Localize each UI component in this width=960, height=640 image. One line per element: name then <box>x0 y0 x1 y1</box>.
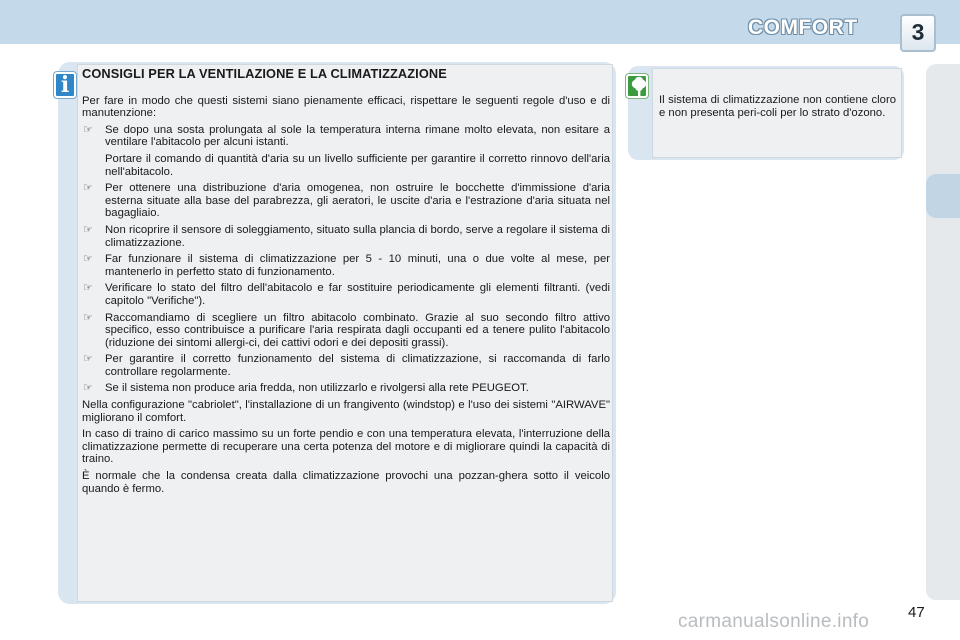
advice-content <box>82 68 610 499</box>
section-heading: CONSIGLI PER LA VENTILAZIONE E LA CLIMATIZZAZIONE <box>82 66 447 81</box>
pointing-hand-icon: ☞ <box>83 223 93 236</box>
chapter-number: 3 <box>911 19 925 45</box>
pointing-hand-icon: ☞ <box>83 123 93 136</box>
list-item <box>82 253 610 278</box>
list-item <box>82 353 610 378</box>
list-item <box>82 382 610 395</box>
list-item-text: Se il sistema non produce aria fredda, non utilizzarlo e rivolgersi alla rete PEUGEOT. <box>105 382 529 395</box>
list-item-text: Per garantire il corretto funzionamento del sistema di climatizzazione, si raccomanda di farlo controllare regolarmente. <box>105 353 610 378</box>
pointing-hand-icon: ☞ <box>83 311 93 324</box>
side-strip <box>926 64 960 600</box>
cabriolet-paragraph: Nella configurazione "cabriolet", l'installazione di un frangivento (windstop) e l'uso dei sistemi "AIRWAVE" migliorano il comfort. <box>82 399 610 424</box>
chapter-tab <box>900 14 936 52</box>
chapter-title: COMFORT <box>748 16 858 39</box>
pointing-hand-icon: ☞ <box>83 353 93 366</box>
page-number: 47 <box>908 604 925 621</box>
list-item <box>82 224 610 249</box>
list-item <box>82 312 610 350</box>
list-item-text: Se dopo una sosta prolungata al sole la temperatura interna rimane molto elevata, non esitare a ventilare l'abitacolo per alcuni istanti. <box>105 123 610 149</box>
intro-paragraph: Per fare in modo che questi sistemi siano pienamente efficaci, rispettare le seguenti regole d'uso e di manutenzione: <box>82 94 610 120</box>
list-item-text: Non ricoprire il sensore di soleggiamento, situato sulla plancia di bordo, serve a regolare il sistema di climatizzazione. <box>105 223 610 249</box>
towing-paragraph: In caso di traino di carico massimo su un forte pendio e con una temperatura elevata, l'interruzione della climatizzazione permette di recuperare una certa potenza del motore e di migliorare quindi la capacità di traino. <box>82 428 610 466</box>
list-item-text: Far funzionare il sistema di climatizzazione per 5 - 10 minuti, una o due volte al mese, per mantenerlo in perfetto stato di funzionamento. <box>105 253 610 278</box>
list-item-text: Raccomandiamo di scegliere un filtro abitacolo combinato. Grazie al suo secondo filtro attivo specifico, esso contribuisce a purificare l'aria respirata dagli occupanti ed a tenere pulito l'abitacolo (riduzione dei sintomi allergi-ci, dei cattivi odori e dei depositi grassi). <box>105 311 610 349</box>
watermark: carmanualsonline.info <box>678 611 870 632</box>
pointing-hand-icon: ☞ <box>83 253 93 266</box>
info-icon: i <box>54 72 76 98</box>
list-item <box>82 282 610 307</box>
condensation-paragraph: È normale che la condensa creata dalla climatizzazione provochi una pozzan-ghera sotto il veicolo quando è fermo. <box>82 470 610 495</box>
eco-note-text: Il sistema di climatizzazione non contiene cloro e non presenta peri-coli per lo strato d'ozono. <box>659 94 896 119</box>
pointing-hand-icon: ☞ <box>83 282 93 295</box>
list-item-text: Verificare lo stato del filtro dell'abitacolo e far sostituire periodicamente gli elementi filtranti. (vedi capitolo "Verifiche"). <box>105 282 610 307</box>
pointing-hand-icon: ☞ <box>83 382 93 395</box>
side-tab-active <box>926 174 960 218</box>
list-item <box>82 182 610 220</box>
tree-icon <box>626 74 648 98</box>
list-item <box>82 124 610 149</box>
list-item-text: Per ottenere una distribuzione d'aria omogenea, non ostruire le bocchette d'immissione d'aria esterna situate alla base del parabrezza, gli aeratori, le uscite d'aria e l'estrazione d'aria situata nel bagagliaio. <box>105 182 610 220</box>
list-item-continuation: Portare il comando di quantità d'aria su un livello sufficiente per garantire il corretto rinnovo dell'aria nell'abitacolo. <box>105 152 610 178</box>
pointing-hand-icon: ☞ <box>83 182 93 195</box>
